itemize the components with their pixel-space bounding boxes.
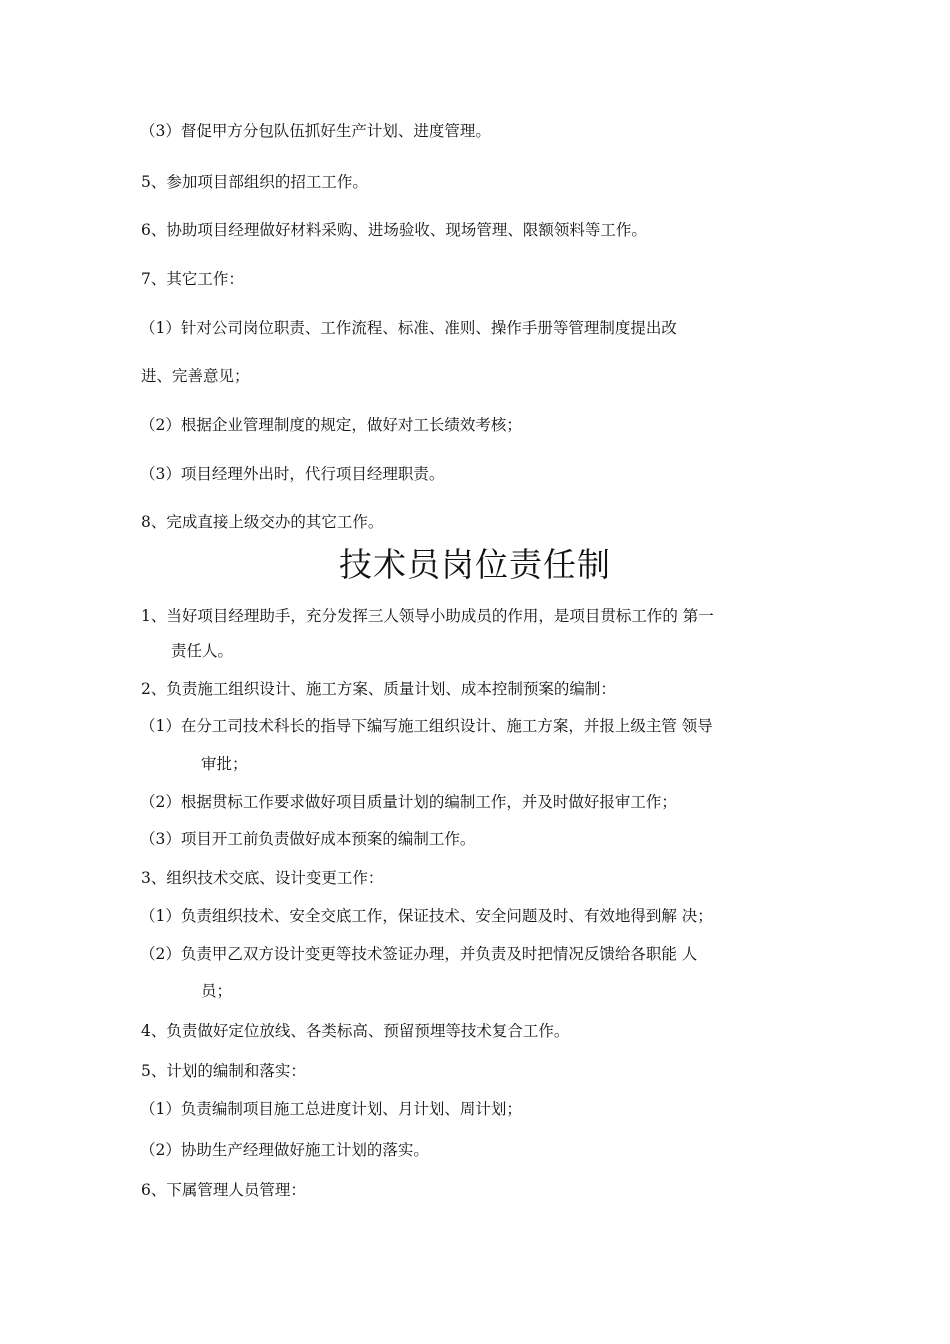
paragraph-line: 5、参加项目部组织的招工工作。 <box>141 173 368 191</box>
paragraph-line: （1）在分工司技术科长的指导下编写施工组织设计、施工方案，并报上级主管 领导 <box>140 717 713 735</box>
paragraph-line: （1）负责组织技术、安全交底工作，保证技术、安全问题及时、有效地得到解 决； <box>140 907 713 925</box>
paragraph-line: （3）项目经理外出时，代行项目经理职责。 <box>140 465 445 483</box>
paragraph-line: 进、完善意见； <box>141 367 250 385</box>
paragraph-line: 责任人。 <box>171 642 234 660</box>
paragraph-line: （3）督促甲方分包队伍抓好生产计划、进度管理。 <box>140 122 491 140</box>
paragraph-line: （2）根据贯标工作要求做好项目质量计划的编制工作，并及时做好报审工作； <box>140 793 677 811</box>
paragraph-line: 审批； <box>201 755 248 773</box>
paragraph-line: （2）协助生产经理做好施工计划的落实。 <box>140 1141 429 1159</box>
paragraph-line: 5、计划的编制和落实： <box>141 1062 306 1080</box>
paragraph-line: 1、当好项目经理助手，充分发挥三人领导小助成员的作用，是项目贯标工作的 第一 <box>141 607 714 625</box>
paragraph-line: 7、其它工作： <box>141 270 244 288</box>
paragraph-line: 员； <box>201 982 233 1000</box>
section-title: 技术员岗位责任制 <box>339 545 611 584</box>
paragraph-line: 4、负责做好定位放线、各类标高、预留预埋等技术复合工作。 <box>141 1022 570 1040</box>
paragraph-line: 8、完成直接上级交办的其它工作。 <box>141 513 384 531</box>
paragraph-line: （2）根据企业管理制度的规定，做好对工长绩效考核； <box>140 416 522 434</box>
paragraph-line: 6、协助项目经理做好材料采购、进场验收、现场管理、限额领料等工作。 <box>141 221 647 239</box>
paragraph-line: （3）项目开工前负责做好成本预案的编制工作。 <box>140 830 476 848</box>
paragraph-line: 3、组织技术交底、设计变更工作： <box>141 869 384 887</box>
paragraph-line: 6、下属管理人员管理： <box>141 1181 306 1199</box>
paragraph-line: （1）负责编制项目施工总进度计划、月计划、周计划； <box>140 1100 522 1118</box>
paragraph-line: 2、负责施工组织设计、施工方案、质量计划、成本控制预案的编制： <box>141 680 616 698</box>
paragraph-line: （1）针对公司岗位职责、工作流程、标准、准则、操作手册等管理制度提出改 <box>140 319 677 337</box>
paragraph-line: （2）负责甲乙双方设计变更等技术签证办理，并负责及时把情况反馈给各职能 人 <box>140 945 698 963</box>
